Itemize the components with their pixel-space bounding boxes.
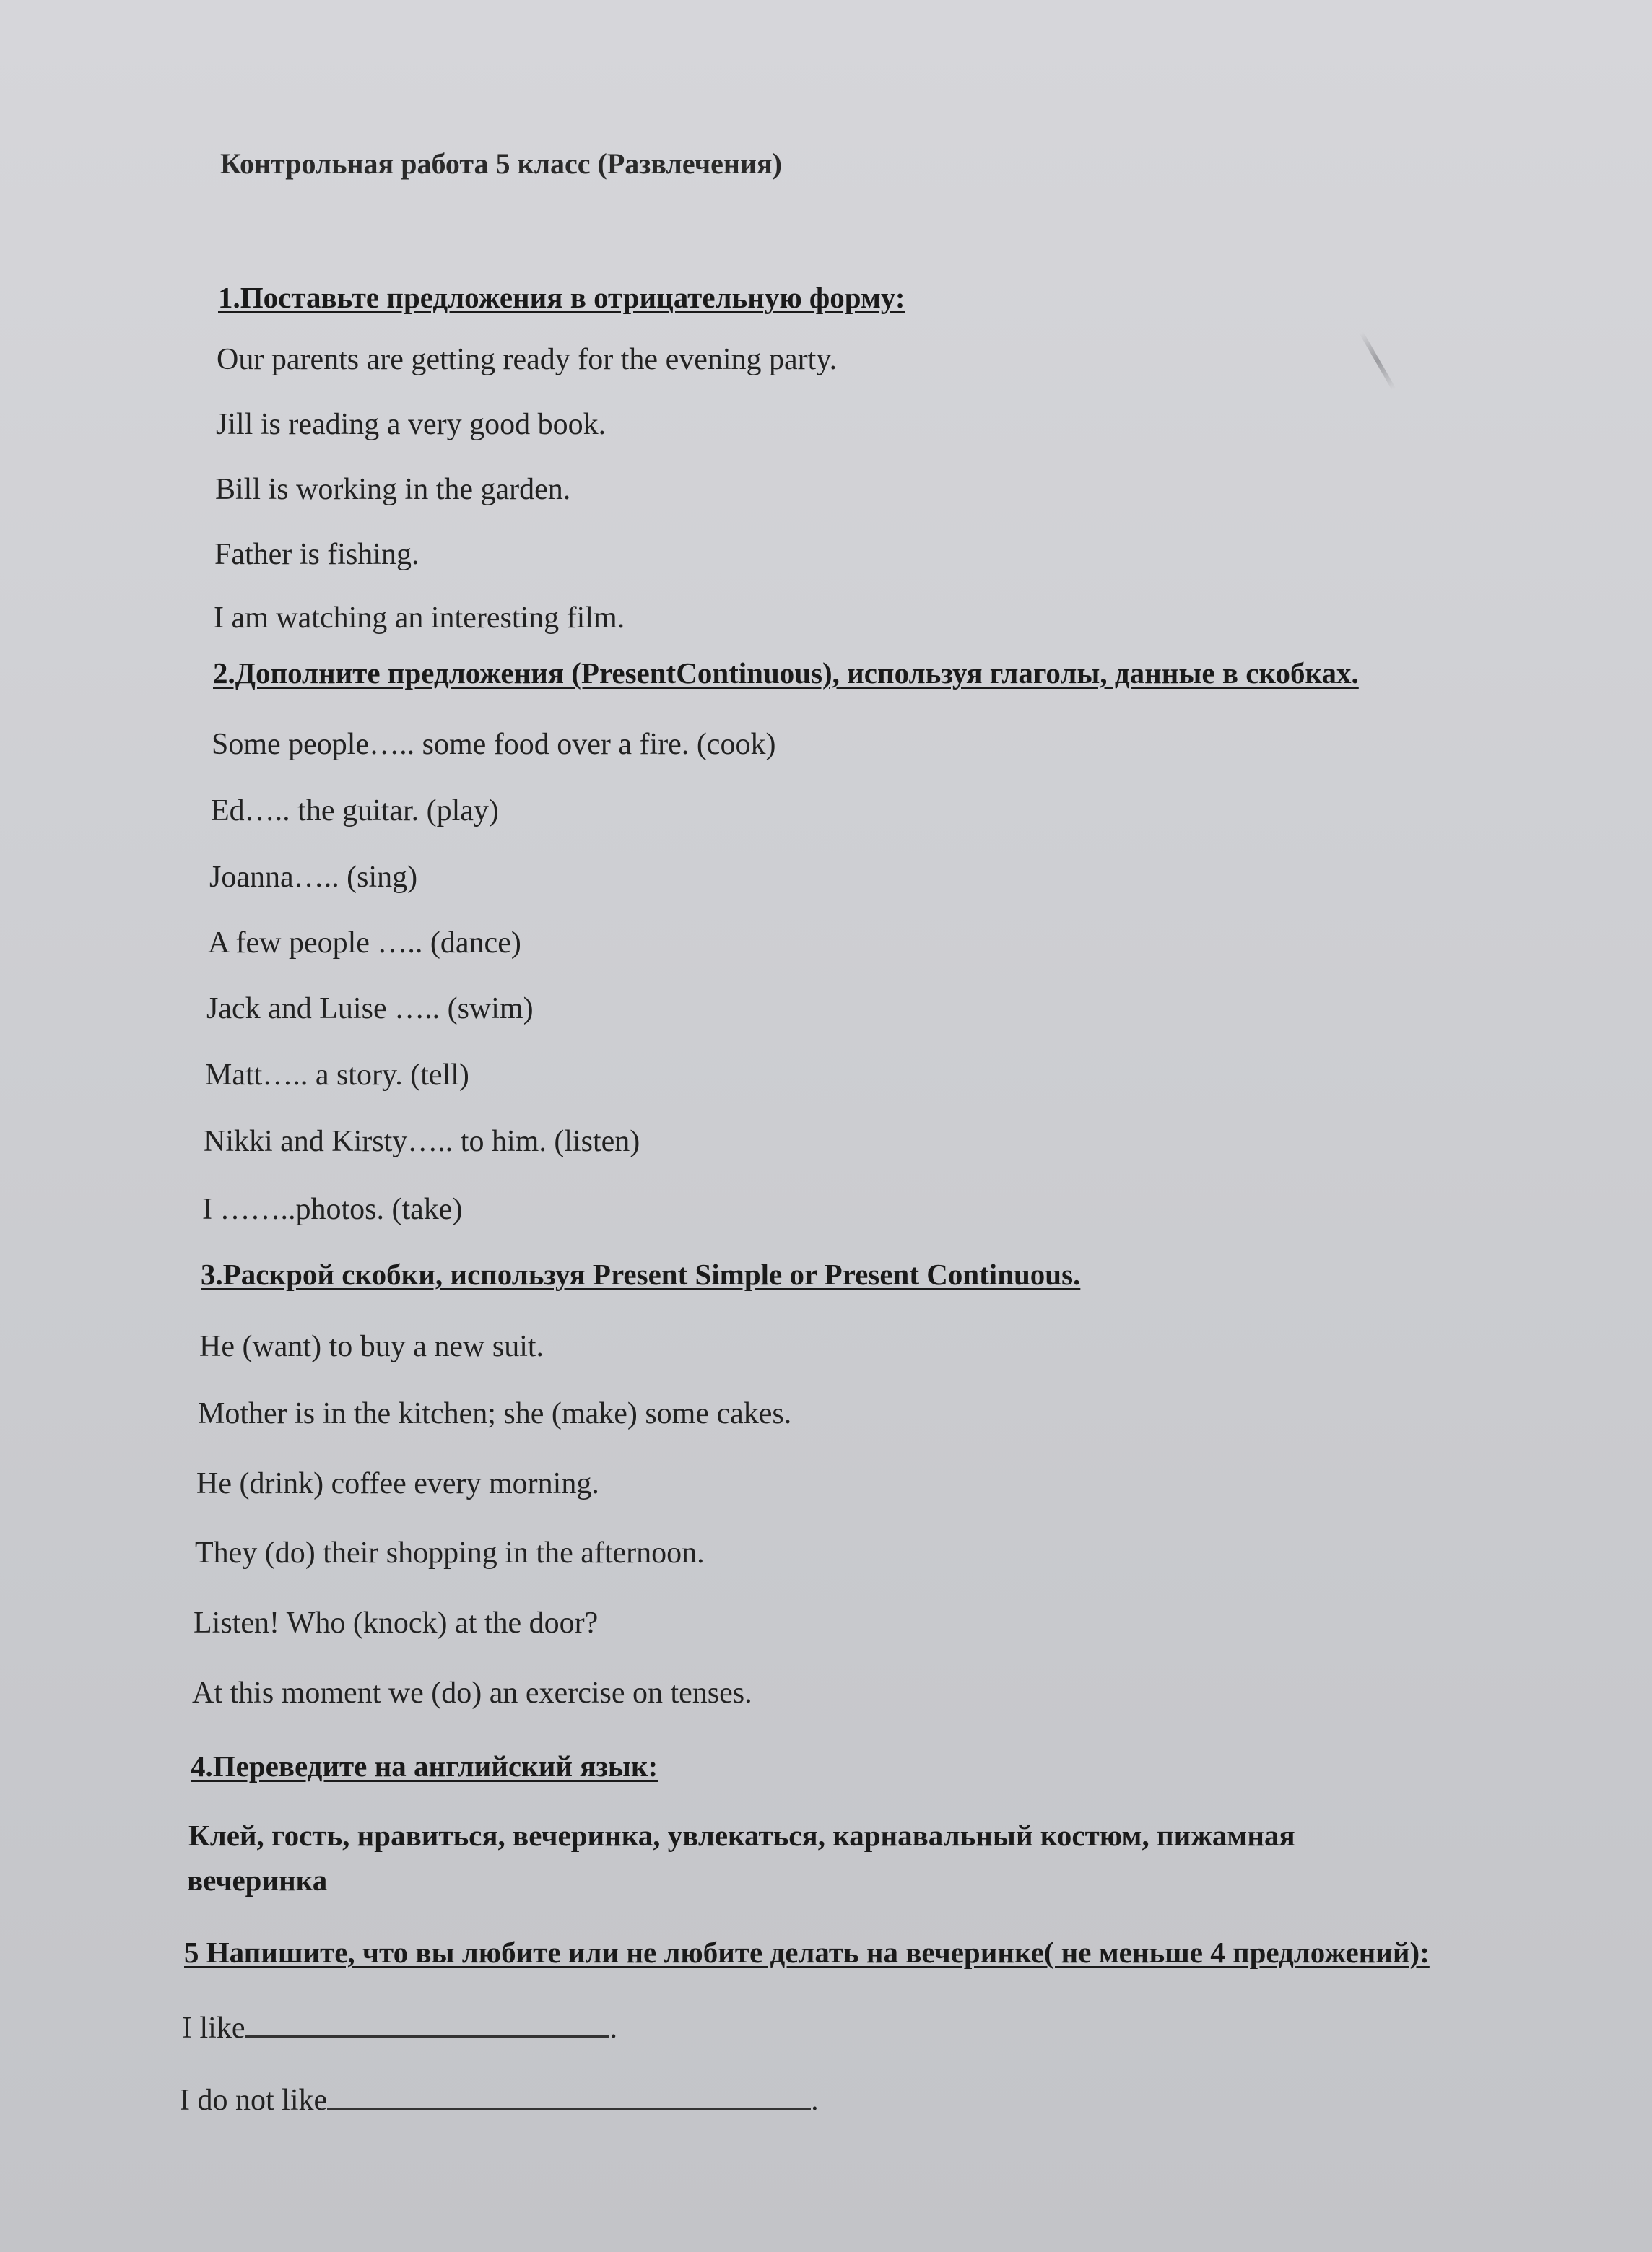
section-2-item: Ed….. the guitar. (play) (211, 794, 499, 827)
section-4-item: Клей, гость, нравиться, вечеринка, увлекаться, карнавальный костюм, пижамная (188, 1819, 1295, 1852)
section-3-item: At this moment we (do) an exercise on tenses. (192, 1677, 752, 1710)
i-do-not-like-label: I do not like (180, 2084, 328, 2117)
section-1-item: Our parents are getting ready for the evening party. (217, 343, 838, 376)
section-3-item: Listen! Who (knock) at the door? (194, 1607, 599, 1640)
section-4-heading: 4.Переведите на английский язык: (191, 1749, 658, 1783)
section-2-item: Jack and Luise ….. (swim) (206, 992, 534, 1025)
section-3-item: He (want) to buy a new suit. (199, 1330, 544, 1363)
section-2-heading: 2.Дополните предложения (PresentContinuous), используя глаголы, данные в скобках. (213, 656, 1359, 690)
i-do-not-like-line (180, 2082, 819, 2117)
paper-mark (1360, 332, 1396, 391)
page-title: Контрольная работа 5 класс (Развлечения) (220, 147, 782, 180)
section-1-heading: 1.Поставьте предложения в отрицательную форму: (218, 281, 905, 314)
section-1-item: Jill is reading a very good book. (216, 408, 607, 441)
section-4-item: вечеринка (187, 1864, 328, 1897)
section-2-item: Nikki and Kirsty….. to him. (listen) (204, 1125, 640, 1158)
section-3-heading: 3.Раскрой скобки, используя Present Simple or Present Continuous. (201, 1258, 1081, 1291)
section-3-item: He (drink) coffee every morning. (196, 1467, 599, 1500)
section-2-item: Some people….. some food over a fire. (cook) (212, 728, 776, 761)
i-like-line (182, 2009, 617, 2045)
section-3-item: They (do) their shopping in the afternoon. (195, 1536, 705, 1570)
section-5-heading: 5 Напишите, что вы любите или не любите делать на вечеринке( не меньше 4 предложений): (184, 1936, 1430, 1969)
section-1-item: Bill is working in the garden. (215, 473, 571, 506)
section-2-item: Joanna….. (sing) (209, 861, 418, 894)
i-like-label: I like (182, 2012, 245, 2045)
section-3-item: Mother is in the kitchen; she (make) some cakes. (198, 1397, 792, 1430)
section-1-item: I am watching an interesting film. (214, 601, 625, 635)
section-2-item: Matt….. a story. (tell) (205, 1058, 469, 1092)
i-like-end-mark: . (609, 2012, 617, 2045)
i-do-not-like-end-mark: . (811, 2084, 819, 2117)
section-2-item: A few people ….. (dance) (208, 926, 521, 960)
section-2-item: I ……..photos. (take) (202, 1193, 463, 1226)
i-do-not-like-answer-blank[interactable] (327, 2082, 811, 2110)
section-1-item: Father is fishing. (214, 538, 419, 571)
i-like-answer-blank[interactable] (245, 2009, 609, 2038)
